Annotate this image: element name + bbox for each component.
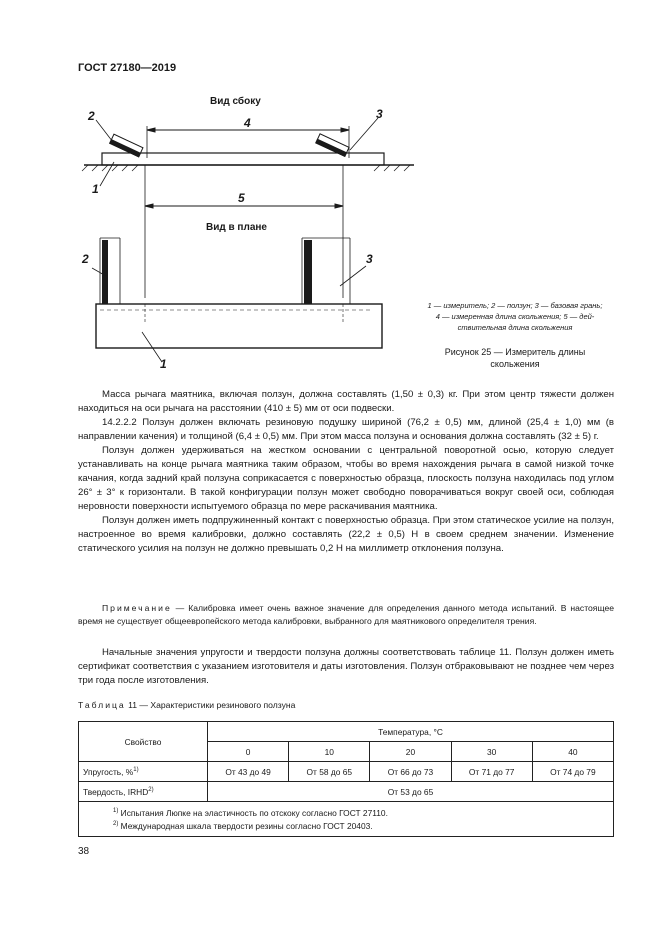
figure-title: Рисунок 25 — Измеритель длины скольжения	[444, 347, 586, 369]
table-title: Таблица 11 — Характеристики резинового ползуна	[78, 700, 296, 710]
leader-1-plan	[142, 332, 162, 362]
paragraph-after-note: Начальные значения упругости и твердости ползуна должны соответствовать таблице 11. Ползун должен иметь сертификат соответствия с указанием изготовителя и даты изготовления. Ползун отбраковывают не позднее чем через три года после изготовления.	[78, 647, 614, 686]
slider-left-plan	[100, 238, 120, 304]
col-header-temperature: Температура, °С	[208, 722, 614, 742]
value-cell: От 43 до 49	[208, 762, 289, 782]
table-footnotes-row	[79, 802, 614, 837]
callout-4: 4	[244, 116, 251, 130]
note	[78, 602, 614, 627]
figure-slide-length-gauge	[70, 90, 630, 390]
callout-2-plan: 2	[82, 252, 89, 266]
value-cell: От 58 до 65	[289, 762, 370, 782]
callout-1-plan: 1	[160, 357, 167, 371]
paragraph: Ползун должен иметь подпружиненный контакт с поверхностью образца. При этом статическое усилие на ползун, настроенное во время калибровки, должно составлять (22,2 ± 0,5) Н в своем среднем значении. Изменение статического усилия на ползун не должно превышать 0,2 Н на миллиметр отклонения ползуна.	[78, 515, 614, 554]
paragraph: Ползун должен удерживаться на жестком основании с центральной поворотной осью, которую следует устанавливать на конце рычага маятника таким образом, чтобы во время нахождения рычага в самой низкой точке качания, когда задний край ползуна соприкасается с поверхностью образца, плоскость ползуна находилась под углом 26° ± 3° к горизонтали. В такой конфигурации ползун может свободно поворачиваться вокруг своей оси, соблюдая неровности поверхности испытуемого образца по мере раскачивания маятника.	[78, 445, 614, 512]
value-cell: От 53 до 65	[208, 782, 614, 802]
callout-3-plan: 3	[366, 252, 373, 266]
leader-3-plan	[340, 266, 366, 286]
callout-1-side: 1	[92, 182, 99, 196]
ground-hatching	[82, 165, 410, 171]
value-cell: От 66 до 73	[370, 762, 451, 782]
row-label: Твердость, IRHD$^{2)}$	[79, 782, 208, 802]
note-label: Примечание	[102, 603, 172, 613]
document-code: ГОСТ 27180—2019	[78, 62, 177, 74]
table-row	[79, 782, 614, 802]
plan-base	[96, 304, 382, 348]
callout-2-side: 2	[88, 109, 95, 123]
table-wrapper	[78, 721, 614, 837]
paragraph: 14.2.2.2 Ползун должен включать резиновую подушку шириной (76,2 ± 0,5) мм, длиной (25,4 ± 1,0) мм (в направлении качения) и толщиной (6,4 ± 0,5) мм. При этом масса ползуна и основания должна составлять (32 ± 5) г.	[78, 417, 614, 442]
body-text	[78, 388, 614, 556]
value-cell: От 71 до 77	[451, 762, 532, 782]
note-text: — Калибровка имеет очень важное значение для определения данного метода испытаний. В настоящее время не существует общеевропейского метода калибровки, выбранного для маятникового определителя трения.	[78, 603, 614, 626]
properties-table	[78, 721, 614, 837]
side-view-label: Вид сбоку	[210, 96, 261, 107]
table-row	[79, 762, 614, 782]
legend-line: 1 — измеритель; 2 — ползун; 3 — базовая грань;	[427, 301, 603, 310]
legend-line: ствительная длина скольжения	[457, 323, 573, 332]
page-number: 38	[78, 846, 90, 857]
callout-3-side: 3	[376, 107, 383, 121]
footnotes: $^{1)}$ Испытания Люпке на эластичность по отскоку согласно ГОСТ 27110. $^{2)}$ Международная шкала твердости резины согласно ГОСТ 20403.	[79, 802, 614, 837]
temp-cell: 0	[208, 742, 289, 762]
figure-legend	[410, 300, 620, 333]
plan-view-label: Вид в плане	[206, 222, 267, 233]
temp-cell: 20	[370, 742, 451, 762]
leader-3-side	[350, 118, 378, 150]
col-header-property: Свойство	[79, 722, 208, 762]
row-label: Упругость, %$^{1)}$	[79, 762, 208, 782]
leader-2-side	[96, 120, 116, 146]
temp-cell: 40	[532, 742, 613, 762]
legend-line: 4 — измеренная длина скольжения; 5 — дей-	[435, 312, 595, 321]
value-cell: От 74 до 79	[532, 762, 613, 782]
temp-cell: 30	[451, 742, 532, 762]
paragraph: Масса рычага маятника, включая ползун, должна составлять (1,50 ± 0,3) кг. При этом центр тяжести должен находиться на оси рычага на расстоянии (410 ± 5) мм от оси подвески.	[78, 389, 614, 414]
temp-cell: 10	[289, 742, 370, 762]
callout-5: 5	[238, 191, 245, 205]
